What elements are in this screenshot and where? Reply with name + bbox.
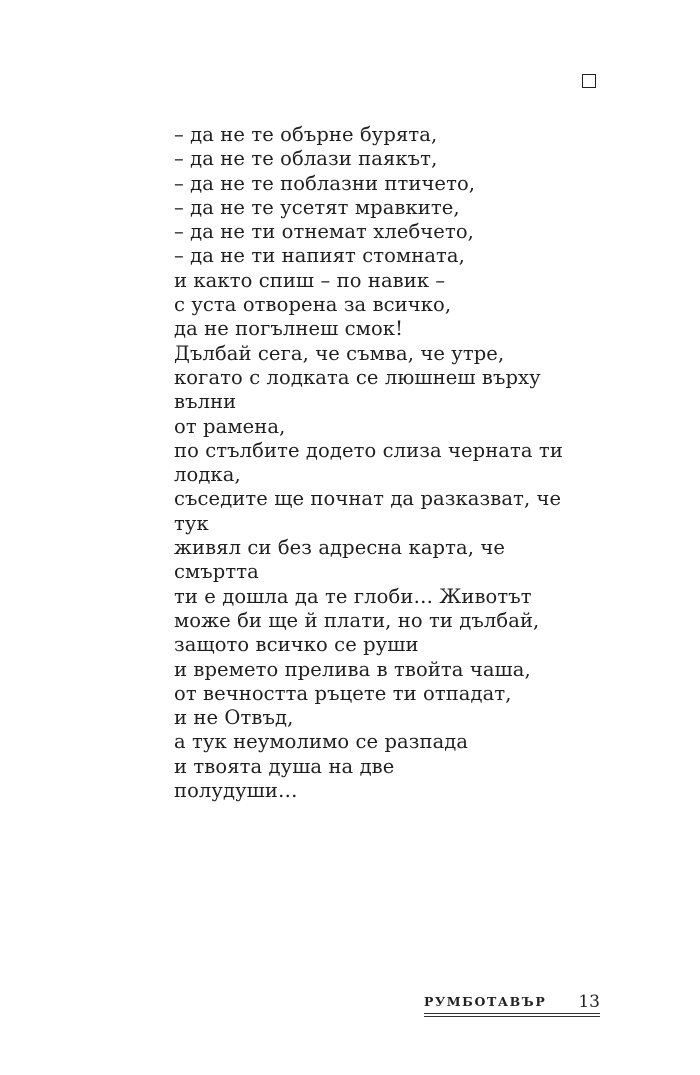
- poem-line: – да не те обърне бурята,: [174, 123, 438, 146]
- footer-rule: [424, 1016, 600, 1017]
- poem-line: от рамена,: [174, 414, 286, 438]
- poem-line: защото всичко се руши: [174, 633, 419, 657]
- poem-line: може би ще й плати, но ти дълбай,: [174, 608, 540, 632]
- running-title: РУМБОТАВЪР: [424, 994, 547, 1009]
- poem-line: да не погълнеш смок!: [174, 317, 404, 341]
- poem-line: тук: [174, 511, 209, 535]
- poem-line: ти е дошла да те глоби… Животът: [174, 584, 532, 608]
- poem-line: и времето прелива в твойта чаша,: [174, 657, 531, 681]
- poem-line: живял си без адресна карта, че: [174, 536, 505, 560]
- poem-body: [174, 123, 574, 803]
- poem-line: смъртта: [174, 560, 259, 584]
- poem-line: – да не ти отнемат хлебчето,: [174, 220, 474, 244]
- poem-line: Дълбай сега, че съмва, че утре,: [174, 341, 505, 365]
- poem-line: от вечността ръцете ти отпадат,: [174, 681, 512, 705]
- poem-line: – да не те облази паякът,: [174, 147, 438, 171]
- poem-line: полудуши…: [174, 779, 298, 803]
- poem-line: и твоята душа на две: [174, 754, 395, 778]
- poem-line: и както спиш – по навик –: [174, 268, 446, 292]
- poem-line: по стълбите додето слиза черната ти: [174, 438, 563, 462]
- poem-line: съседите ще почнат да разказват, че: [174, 487, 562, 511]
- poem-line: а тук неумолимо се разпада: [174, 730, 469, 754]
- footer-rule: [424, 1013, 600, 1014]
- page-footer: [424, 992, 600, 1022]
- poem-line: лодка,: [174, 463, 241, 487]
- poem-line: вълни: [174, 390, 237, 414]
- poem-line: – да не те поблазни птичето,: [174, 171, 476, 195]
- corner-square-mark: [582, 74, 596, 88]
- page-number: 13: [578, 992, 600, 1012]
- poem-line: когато с лодката се люшнеш върху: [174, 365, 541, 389]
- poem-line: – да не те усетят мравките,: [174, 195, 460, 219]
- poem-line: и не Отвъд,: [174, 706, 294, 730]
- poem-line: – да не ти напият стомната,: [174, 244, 465, 268]
- poem-line: с уста отворена за всичко,: [174, 293, 452, 317]
